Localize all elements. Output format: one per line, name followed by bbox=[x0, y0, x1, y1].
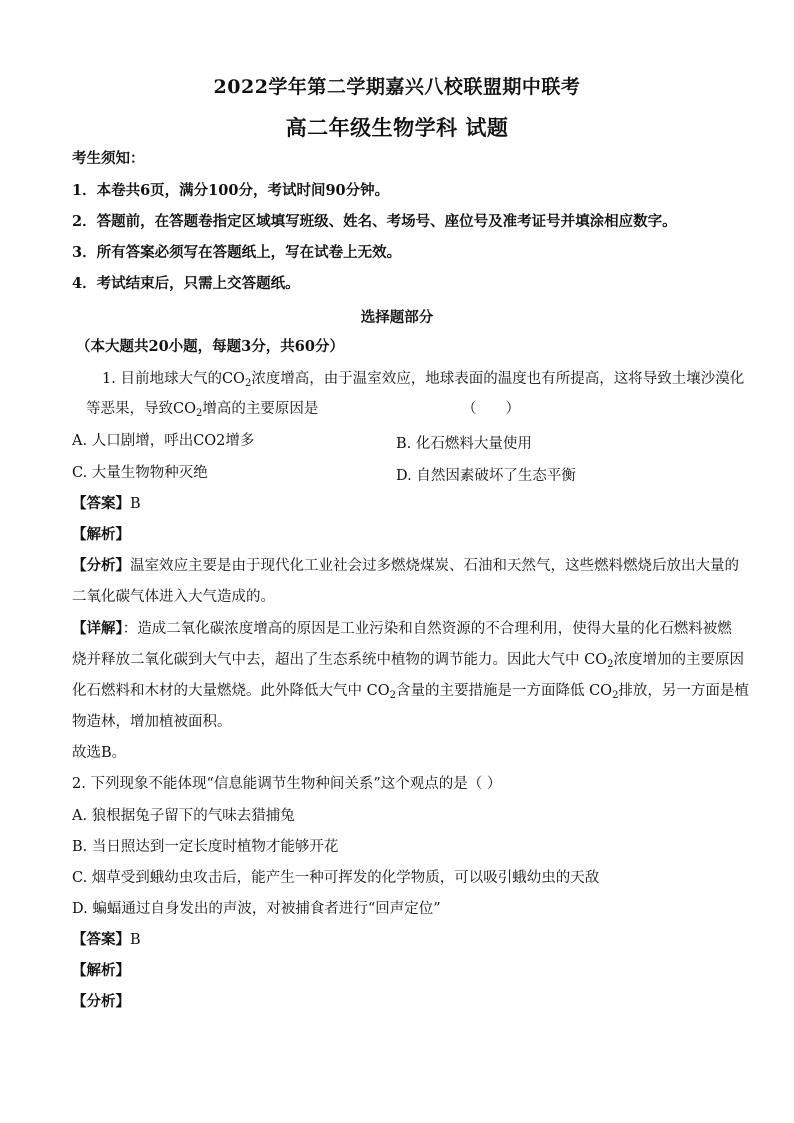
q1-stem-line-1: 1. 目前地球大气的$CO_2$浓度增高，由于温室效应，地球表面的温度也有所提高，这将导致土壤沙漠化 bbox=[102, 371, 745, 389]
section-desc: （本大题共20小题，每题3分，共60分） bbox=[76, 338, 344, 355]
q1-option-a: A. 人口剧增，呼出CO2增多 bbox=[72, 433, 255, 449]
q1-xiangjie-line-3: 化石燃料和木材的大量燃烧。此外降低大气中 $CO_2$含量的主要措施是一方面降低 $CO_2$排放，另一方面是植 bbox=[72, 683, 749, 701]
q1-conclusion: 故选B。 bbox=[72, 745, 127, 761]
q2-option-a: A. 狼根据兔子留下的气味去猎捕兔 bbox=[72, 808, 295, 824]
q2-option-b: B. 当日照达到一定长度时植物才能够开花 bbox=[72, 839, 339, 855]
q2-option-d: D. 蝙蝠通过自身发出的声波，对被捕食者进行“回声定位” bbox=[72, 901, 441, 917]
q2-option-c: C. 烟草受到蛾幼虫攻击后，能产生一种可挥发的化学物质，可以吸引蛾幼虫的天敌 bbox=[72, 870, 600, 886]
q1-answer-blank: （ ） bbox=[462, 401, 520, 417]
notice-item-3: 3．所有答案必须写在答题纸上，写在试卷上无效。 bbox=[72, 244, 402, 261]
notice-heading: 考生须知： bbox=[72, 150, 145, 167]
q2-fenxi-tag: 【分析】 bbox=[72, 993, 130, 1010]
q2-stem: 2. 下列现象不能体现“信息能调节生物种间关系”这个观点的是（ ） bbox=[72, 776, 502, 792]
q1-option-c: C. 大量生物物种灭绝 bbox=[72, 465, 208, 481]
q1-fenxi-line-1: 【分析】温室效应主要是由于现代化工业社会过多燃烧煤炭、石油和天然气，这些燃料燃烧后放出大量的 bbox=[72, 557, 739, 574]
q1-answer: 【答案】B bbox=[72, 495, 141, 512]
q2-answer: 【答案】B bbox=[72, 931, 141, 948]
q1-option-d: D. 自然因素破坏了生态平衡 bbox=[396, 468, 576, 484]
notice-item-1: 1．本卷共6页，满分100分，考试时间90分钟。 bbox=[72, 182, 390, 199]
q1-xiangjie-line-4: 物造林，增加植被面积。 bbox=[72, 714, 232, 730]
q1-stem-line-2: 等恶果，导致$CO_2$增高的主要原因是 bbox=[86, 401, 319, 419]
q1-analysis-tag: 【解析】 bbox=[72, 526, 130, 543]
notice-item-4: 4．考试结束后，只需上交答题纸。 bbox=[72, 275, 300, 292]
notice-item-2: 2．答题前，在答题卷指定区域填写班级、姓名、考场号、座位号及准考证号并填涂相应数字。 bbox=[72, 213, 677, 230]
exam-subtitle: 高二年级生物学科 试题 bbox=[285, 115, 509, 140]
q1-xiangjie-line-2: 烧并释放二氧化碳到大气中去，超出了生态系统中植物的调节能力。因此大气中 $CO_2$浓度增加的主要原因 bbox=[72, 652, 744, 670]
exam-title: 2022学年第二学期嘉兴八校联盟期中联考 bbox=[213, 76, 581, 98]
q1-option-b: B. 化石燃料大量使用 bbox=[396, 436, 532, 452]
q1-xiangjie-line-1: 【详解】：造成二氧化碳浓度增高的原因是工业污染和自然资源的不合理利用，使得大量的化石燃料被燃 bbox=[72, 620, 732, 637]
q1-fenxi-line-2: 二氧化碳气体进入大气造成的。 bbox=[72, 589, 275, 605]
q2-analysis-tag: 【解析】 bbox=[72, 962, 130, 979]
section-title: 选择题部分 bbox=[360, 309, 434, 326]
